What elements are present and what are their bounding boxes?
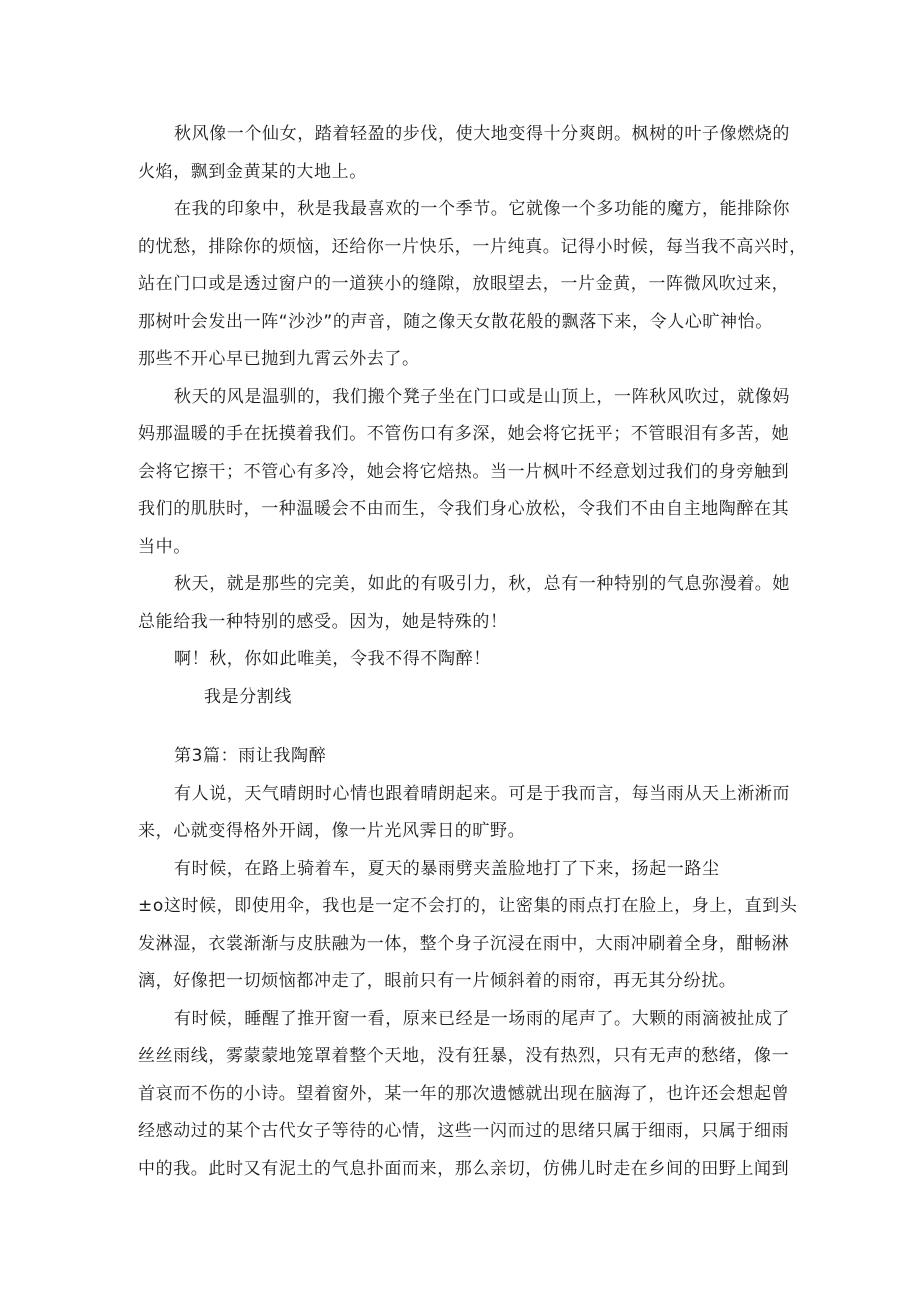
text-line: 那树叶会发出一阵“沙沙”的声音，随之像天女散花般的飘落下来，令人心旷神怡。 (138, 311, 773, 332)
text-line: 秋天的风是温驯的，我们搬个凳子坐在门口或是山顶上，一阵秋风吹过，就像妈 (174, 386, 790, 407)
text-line: 当中。 (138, 536, 191, 557)
divider-label: 我是分割线 (204, 686, 292, 707)
text-line: 在我的印象中，秋是我最喜欢的一个季节。它就像一个多功能的魔方，能排除你 (174, 199, 790, 219)
text-line: 我们的肌肤时，一种温暖会不由而生，令我们身心放松，令我们不由自主地陶醉在其 (138, 499, 790, 519)
text-line: 有时候，在路上骑着车，夏天的暴雨劈夹盖脸地打了下来，扬起一路尘 (174, 858, 720, 879)
section-heading: 第3篇：雨让我陶醉 (174, 746, 327, 766)
text-line: 秋风像一个仙女，踏着轻盈的步伐，使大地变得十分爽朗。枫树的叶子像燃烧的 (174, 124, 790, 144)
text-line: 丝丝雨线，雾蒙蒙地笼罩着整个天地，没有狂暴，没有热烈，只有无声的愁绪，像一 (138, 1046, 790, 1066)
text-line: 发淋湿，衣裳渐渐与皮肤融为一体，整个身子沉浸在雨中，大雨冲刷着全身，酣畅淋 (138, 933, 790, 954)
text-line: 火焰，飘到金黄某的大地上。 (138, 161, 367, 182)
text-line: 妈那温暖的手在抚摸着我们。不管伤口有多深，她会将它抚平；不管眼泪有多苦，她 (138, 424, 790, 444)
spacer (138, 716, 778, 738)
text-line: 首哀而不伤的小诗。望着窗外，某一年的那次遗憾就出现在脑海了，也许还会想起曾 (138, 1083, 790, 1104)
text-line: 有人说，天气晴朗时心情也跟着晴朗起来。可是于我而言，每当雨从天上淅淅而 (174, 783, 790, 804)
text-line: 啊！秋，你如此唯美，令我不得不陶醉！ (174, 649, 491, 669)
text-line: 中的我。此时又有泥土的气息扑面而来，那么亲切，仿佛儿时走在乡间的田野上闻到 (138, 1158, 790, 1179)
document-body (138, 116, 807, 1188)
text-line: 来，心就变得格外开阔，像一片光风霁日的旷野。 (138, 821, 526, 841)
text-line: ±o这时候，即使用伞，我也是一定不会打的，让密集的雨点打在脸上，身上，直到头 (138, 896, 798, 916)
text-line: 总能给我一种特别的感受。因为，她是特殊的！ (138, 611, 508, 632)
text-line: 会将它擦干；不管心有多冷，她会将它焙热。当一片枫叶不经意划过我们的身旁触到 (138, 461, 790, 482)
text-line: 经感动过的某个古代女子等待的心情，这些一闪而过的思绪只属于细雨，只属于细雨 (138, 1121, 790, 1141)
text-line: 漓，好像把一切烦恼都冲走了，眼前只有一片倾斜着的雨帘，再无其分纷扰。 (138, 971, 737, 991)
text-line: 站在门口或是透过窗户的一道狭小的缝隙，放眼望去，一片金黄，一阵微风吹过来， (138, 274, 790, 294)
text-line: 有时候，睡醒了推开窗一看，原来已经是一场雨的尾声了。大颗的雨滴被扯成了 (174, 1008, 790, 1029)
text-line: 秋天，就是那些的完美，如此的有吸引力，秋，总有一种特别的气息弥漫着。她 (174, 574, 790, 594)
text-line: 的忧愁，排除你的烦恼，还给你一片快乐，一片纯真。记得小时候，每当我不高兴时， (138, 236, 807, 257)
text-line: 那些不开心早已抛到九霄云外去了。 (138, 349, 420, 369)
